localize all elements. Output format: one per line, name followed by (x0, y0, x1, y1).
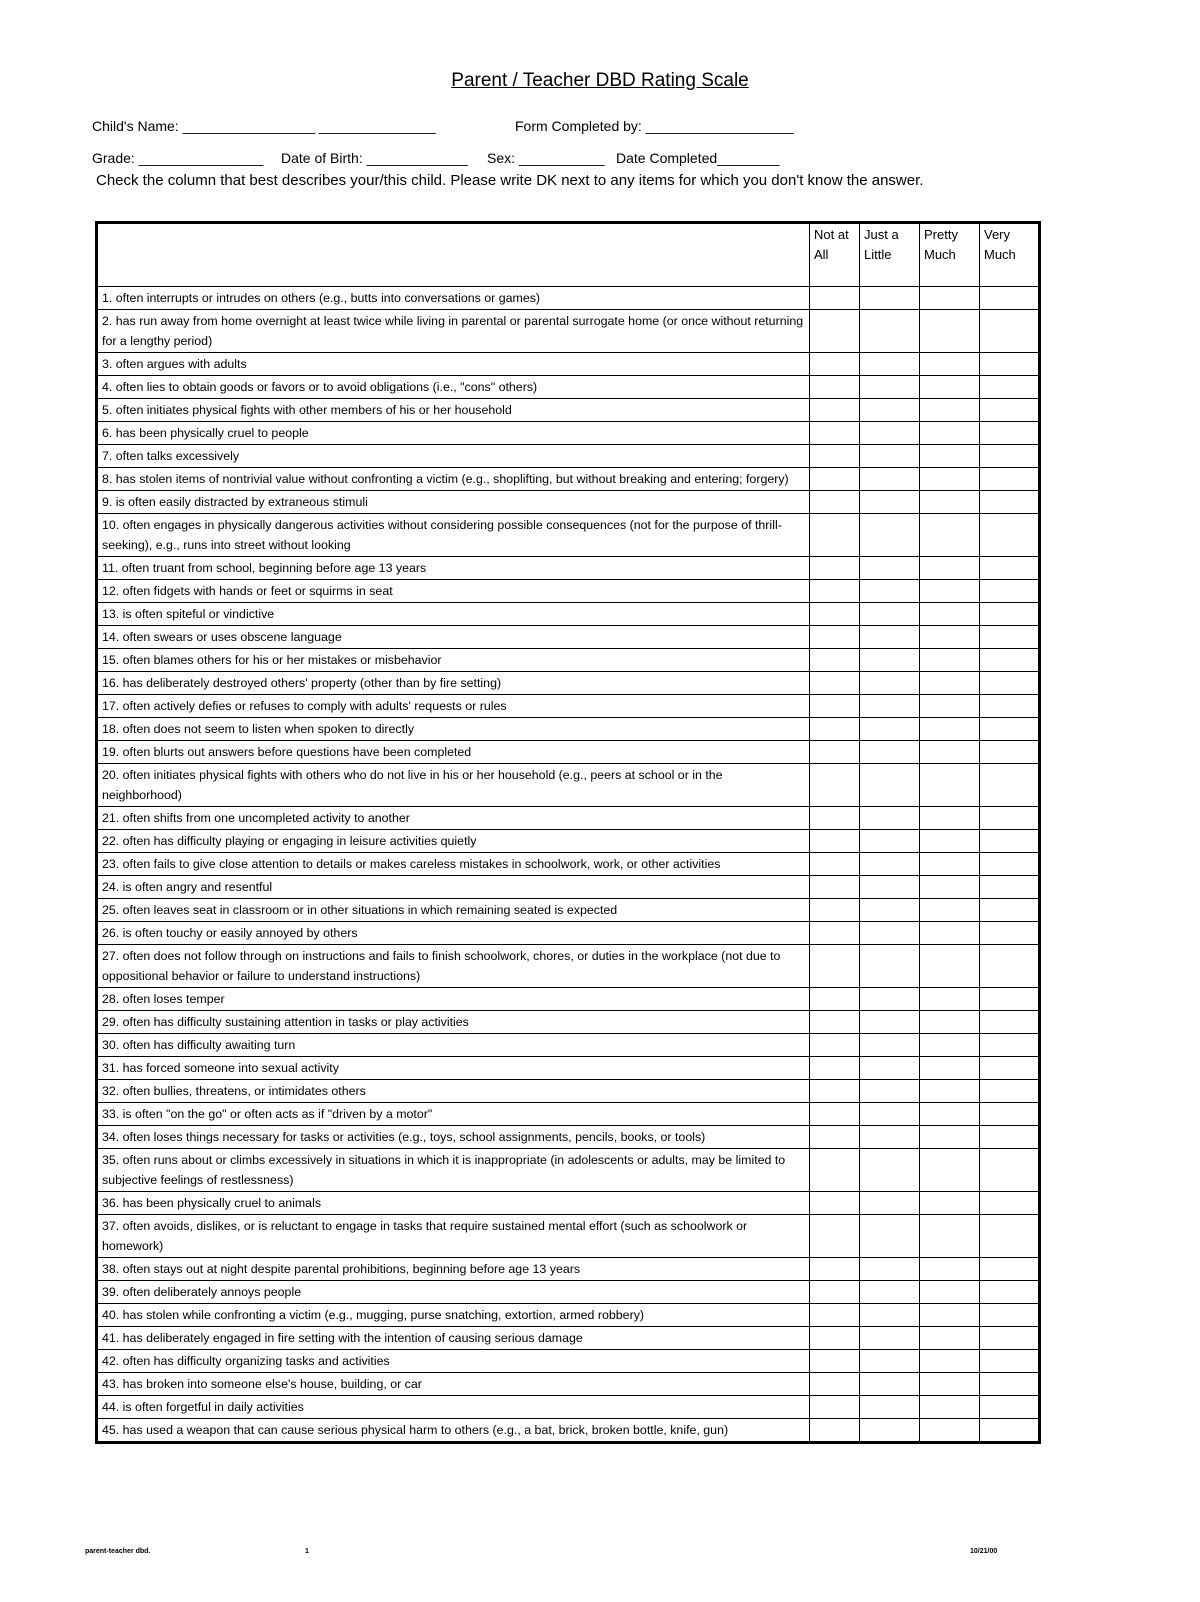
table-row (97, 718, 1040, 741)
rating-checkbox[interactable] (810, 557, 860, 580)
rating-checkbox[interactable] (920, 1396, 980, 1419)
rating-checkbox[interactable] (920, 422, 980, 445)
rating-checkbox[interactable] (920, 1258, 980, 1281)
item-text: 28. often loses temper (97, 988, 810, 1011)
rating-checkbox[interactable] (920, 468, 980, 491)
rating-checkbox[interactable] (980, 1373, 1040, 1396)
item-text: 14. often swears or uses obscene language (97, 626, 810, 649)
item-text: 41. has deliberately engaged in fire setting with the intention of causing serious damage (97, 1327, 810, 1350)
table-row (97, 922, 1040, 945)
rating-checkbox[interactable] (980, 422, 1040, 445)
instructions: Check the column that best describes your/this child. Please write DK next to any items for which you don't know the answer. (96, 172, 924, 189)
rating-checkbox[interactable] (860, 830, 920, 853)
rating-checkbox[interactable] (980, 353, 1040, 376)
rating-checkbox[interactable] (860, 1080, 920, 1103)
item-text: 24. is often angry and resentful (97, 876, 810, 899)
item-text: 45. has used a weapon that can cause serious physical harm to others (e.g., a bat, brick, broken bottle, knife, gun) (97, 1419, 810, 1443)
footer-date: 10/21/00 (970, 1548, 998, 1555)
rating-checkbox[interactable] (860, 899, 920, 922)
rating-checkbox[interactable] (810, 649, 860, 672)
rating-checkbox[interactable] (860, 468, 920, 491)
rating-checkbox[interactable] (920, 988, 980, 1011)
rating-checkbox[interactable] (860, 1126, 920, 1149)
table-row (97, 1419, 1040, 1443)
item-text: 2. has run away from home overnight at least twice while living in parental or parental surrogate home (or once without returning for a lengthy period) (97, 310, 810, 353)
table-row (97, 287, 1040, 310)
rating-checkbox[interactable] (920, 899, 980, 922)
rating-checkbox[interactable] (920, 1215, 980, 1258)
rating-checkbox[interactable] (920, 718, 980, 741)
item-text: 36. has been physically cruel to animals (97, 1192, 810, 1215)
table-header-row (97, 223, 1040, 287)
rating-checkbox[interactable] (920, 580, 980, 603)
table-row (97, 695, 1040, 718)
rating-checkbox[interactable] (980, 468, 1040, 491)
rating-checkbox[interactable] (920, 626, 980, 649)
rating-checkbox[interactable] (980, 1396, 1040, 1419)
item-text: 30. often has difficulty awaiting turn (97, 1034, 810, 1057)
rating-checkbox[interactable] (810, 491, 860, 514)
rating-checkbox[interactable] (920, 1057, 980, 1080)
rating-checkbox[interactable] (860, 1192, 920, 1215)
rating-checkbox[interactable] (980, 830, 1040, 853)
rating-checkbox[interactable] (810, 1034, 860, 1057)
table-row (97, 945, 1040, 988)
table-row (97, 988, 1040, 1011)
rating-checkbox[interactable] (980, 514, 1040, 557)
rating-checkbox[interactable] (980, 988, 1040, 1011)
table-row (97, 557, 1040, 580)
table-row (97, 830, 1040, 853)
item-text: 27. often does not follow through on instructions and fails to finish schoolwork, chores, or duties in the workplace (not due to oppositional behavior or failure to understand instructions) (97, 945, 810, 988)
rating-checkbox[interactable] (920, 557, 980, 580)
table-row (97, 1281, 1040, 1304)
rating-checkbox[interactable] (920, 945, 980, 988)
rating-checkbox[interactable] (980, 1215, 1040, 1258)
column-header: Just a Little (860, 223, 920, 287)
table-row (97, 764, 1040, 807)
rating-checkbox[interactable] (980, 1281, 1040, 1304)
item-text: 21. often shifts from one uncompleted activity to another (97, 807, 810, 830)
rating-checkbox[interactable] (860, 672, 920, 695)
item-text: 1. often interrupts or intrudes on others (e.g., butts into conversations or games) (97, 287, 810, 310)
rating-checkbox[interactable] (860, 1215, 920, 1258)
rating-checkbox[interactable] (810, 1080, 860, 1103)
rating-checkbox[interactable] (920, 1103, 980, 1126)
rating-checkbox[interactable] (980, 445, 1040, 468)
rating-checkbox[interactable] (810, 468, 860, 491)
table-row (97, 1011, 1040, 1034)
childs-name-field[interactable]: Child's Name: _________________ _______________ (92, 118, 436, 134)
item-text: 8. has stolen items of nontrivial value without confronting a victim (e.g., shoplifting, but without breaking and entering; forgery) (97, 468, 810, 491)
rating-checkbox[interactable] (860, 876, 920, 899)
rating-checkbox[interactable] (980, 626, 1040, 649)
item-text: 5. often initiates physical fights with other members of his or her household (97, 399, 810, 422)
rating-checkbox[interactable] (980, 899, 1040, 922)
rating-checkbox[interactable] (810, 445, 860, 468)
rating-checkbox[interactable] (810, 853, 860, 876)
date-of-birth-field[interactable]: Date of Birth: _____________ (281, 150, 468, 166)
rating-checkbox[interactable] (920, 1011, 980, 1034)
item-text: 31. has forced someone into sexual activity (97, 1057, 810, 1080)
rating-checkbox[interactable] (860, 764, 920, 807)
rating-checkbox[interactable] (860, 557, 920, 580)
table-row (97, 310, 1040, 353)
rating-checkbox[interactable] (920, 1080, 980, 1103)
rating-checkbox[interactable] (980, 695, 1040, 718)
rating-checkbox[interactable] (860, 1373, 920, 1396)
item-text: 3. often argues with adults (97, 353, 810, 376)
rating-checkbox[interactable] (860, 422, 920, 445)
rating-checkbox[interactable] (860, 491, 920, 514)
rating-checkbox[interactable] (920, 649, 980, 672)
rating-checkbox[interactable] (810, 1011, 860, 1034)
rating-checkbox[interactable] (920, 830, 980, 853)
item-text: 15. often blames others for his or her mistakes or misbehavior (97, 649, 810, 672)
rating-checkbox[interactable] (810, 695, 860, 718)
rating-checkbox[interactable] (920, 1419, 980, 1443)
rating-checkbox[interactable] (860, 580, 920, 603)
rating-checkbox[interactable] (810, 1149, 860, 1192)
table-row (97, 1350, 1040, 1373)
table-row (97, 491, 1040, 514)
rating-checkbox[interactable] (810, 603, 860, 626)
item-text: 11. often truant from school, beginning before age 13 years (97, 557, 810, 580)
rating-checkbox[interactable] (810, 399, 860, 422)
table-row (97, 1103, 1040, 1126)
rating-checkbox[interactable] (920, 310, 980, 353)
rating-checkbox[interactable] (860, 445, 920, 468)
rating-checkbox[interactable] (920, 922, 980, 945)
rating-checkbox[interactable] (860, 1304, 920, 1327)
rating-checkbox[interactable] (980, 1057, 1040, 1080)
table-row (97, 1215, 1040, 1258)
rating-checkbox[interactable] (810, 580, 860, 603)
item-text: 33. is often "on the go" or often acts as if "driven by a motor" (97, 1103, 810, 1126)
rating-checkbox[interactable] (980, 672, 1040, 695)
date-completed-field[interactable]: Date Completed________ (616, 150, 780, 166)
rating-checkbox[interactable] (920, 376, 980, 399)
table-row (97, 514, 1040, 557)
table-row (97, 649, 1040, 672)
rating-checkbox[interactable] (920, 491, 980, 514)
rating-checkbox[interactable] (810, 1350, 860, 1373)
rating-checkbox[interactable] (860, 922, 920, 945)
rating-checkbox[interactable] (980, 807, 1040, 830)
table-row (97, 1126, 1040, 1149)
rating-checkbox[interactable] (810, 1304, 860, 1327)
sex-field[interactable]: Sex: ___________ (487, 150, 605, 166)
table-row (97, 807, 1040, 830)
item-text: 22. often has difficulty playing or engaging in leisure activities quietly (97, 830, 810, 853)
rating-checkbox[interactable] (810, 287, 860, 310)
rating-checkbox[interactable] (920, 287, 980, 310)
table-row (97, 853, 1040, 876)
rating-checkbox[interactable] (810, 1327, 860, 1350)
rating-checkbox[interactable] (810, 876, 860, 899)
table-row (97, 1057, 1040, 1080)
rating-checkbox[interactable] (810, 830, 860, 853)
table-row (97, 1327, 1040, 1350)
rating-checkbox[interactable] (860, 1396, 920, 1419)
rating-checkbox[interactable] (860, 310, 920, 353)
rating-checkbox[interactable] (980, 1103, 1040, 1126)
rating-checkbox[interactable] (980, 287, 1040, 310)
table-row (97, 876, 1040, 899)
rating-checkbox[interactable] (920, 764, 980, 807)
item-text: 37. often avoids, dislikes, or is reluctant to engage in tasks that require sustained mental effort (such as schoolwork or homework) (97, 1215, 810, 1258)
rating-checkbox[interactable] (860, 741, 920, 764)
item-text: 17. often actively defies or refuses to comply with adults' requests or rules (97, 695, 810, 718)
rating-checkbox[interactable] (980, 603, 1040, 626)
rating-checkbox[interactable] (860, 376, 920, 399)
rating-checkbox[interactable] (980, 741, 1040, 764)
rating-checkbox[interactable] (860, 695, 920, 718)
rating-checkbox[interactable] (810, 1419, 860, 1443)
table-row (97, 399, 1040, 422)
table-row (97, 626, 1040, 649)
table-row (97, 741, 1040, 764)
rating-checkbox[interactable] (860, 988, 920, 1011)
table-row (97, 1080, 1040, 1103)
rating-checkbox[interactable] (810, 422, 860, 445)
item-text: 38. often stays out at night despite parental prohibitions, beginning before age 13 years (97, 1258, 810, 1281)
rating-checkbox[interactable] (860, 287, 920, 310)
table-row (97, 376, 1040, 399)
rating-checkbox[interactable] (920, 1034, 980, 1057)
rating-checkbox[interactable] (810, 741, 860, 764)
rating-checkbox[interactable] (980, 557, 1040, 580)
rating-checkbox[interactable] (810, 1103, 860, 1126)
rating-checkbox[interactable] (920, 1281, 980, 1304)
rating-checkbox[interactable] (810, 718, 860, 741)
table-row (97, 1396, 1040, 1419)
rating-checkbox[interactable] (810, 764, 860, 807)
item-text: 40. has stolen while confronting a victim (e.g., mugging, purse snatching, extortion, armed robbery) (97, 1304, 810, 1327)
table-row (97, 1149, 1040, 1192)
table-row (97, 445, 1040, 468)
rating-checkbox[interactable] (920, 695, 980, 718)
table-row (97, 468, 1040, 491)
rating-checkbox[interactable] (920, 1373, 980, 1396)
item-header-cell (97, 223, 810, 287)
form-completed-by-field[interactable]: Form Completed by: ___________________ (515, 118, 794, 134)
item-text: 20. often initiates physical fights with others who do not live in his or her household (e.g., peers at school or in the neighborhood) (97, 764, 810, 807)
rating-checkbox[interactable] (980, 491, 1040, 514)
rating-checkbox[interactable] (980, 649, 1040, 672)
rating-checkbox[interactable] (920, 1149, 980, 1192)
item-text: 43. has broken into someone else's house, building, or car (97, 1373, 810, 1396)
item-text: 9. is often easily distracted by extraneous stimuli (97, 491, 810, 514)
rating-checkbox[interactable] (980, 853, 1040, 876)
rating-checkbox[interactable] (920, 1327, 980, 1350)
rating-checkbox[interactable] (860, 514, 920, 557)
rating-checkbox[interactable] (920, 741, 980, 764)
column-header: Very Much (980, 223, 1040, 287)
item-text: 42. often has difficulty organizing tasks and activities (97, 1350, 810, 1373)
rating-checkbox[interactable] (980, 1258, 1040, 1281)
rating-checkbox[interactable] (920, 672, 980, 695)
table-row (97, 422, 1040, 445)
rating-checkbox[interactable] (980, 718, 1040, 741)
rating-checkbox[interactable] (980, 376, 1040, 399)
rating-checkbox[interactable] (920, 514, 980, 557)
rating-checkbox[interactable] (920, 1350, 980, 1373)
table-row (97, 1373, 1040, 1396)
rating-checkbox[interactable] (810, 988, 860, 1011)
rating-checkbox[interactable] (980, 876, 1040, 899)
rating-checkbox[interactable] (980, 945, 1040, 988)
item-text: 39. often deliberately annoys people (97, 1281, 810, 1304)
rating-checkbox[interactable] (860, 1103, 920, 1126)
grade-field[interactable]: Grade: ________________ (92, 150, 264, 166)
table-row (97, 672, 1040, 695)
rating-checkbox[interactable] (810, 899, 860, 922)
rating-checkbox[interactable] (810, 1281, 860, 1304)
table-row (97, 1258, 1040, 1281)
rating-checkbox[interactable] (920, 853, 980, 876)
item-text: 18. often does not seem to listen when spoken to directly (97, 718, 810, 741)
rating-checkbox[interactable] (980, 399, 1040, 422)
rating-checkbox[interactable] (980, 1034, 1040, 1057)
table-row (97, 353, 1040, 376)
item-text: 19. often blurts out answers before questions have been completed (97, 741, 810, 764)
rating-checkbox[interactable] (920, 1304, 980, 1327)
rating-checkbox[interactable] (810, 672, 860, 695)
table-row (97, 1192, 1040, 1215)
rating-checkbox[interactable] (980, 1011, 1040, 1034)
rating-checkbox[interactable] (920, 603, 980, 626)
item-text: 16. has deliberately destroyed others' property (other than by fire setting) (97, 672, 810, 695)
rating-checkbox[interactable] (810, 922, 860, 945)
footer-page-number: 1 (305, 1548, 309, 1555)
column-header: Pretty Much (920, 223, 980, 287)
rating-checkbox[interactable] (980, 1126, 1040, 1149)
rating-checkbox[interactable] (860, 626, 920, 649)
item-text: 13. is often spiteful or vindictive (97, 603, 810, 626)
item-text: 12. often fidgets with hands or feet or squirms in seat (97, 580, 810, 603)
rating-checkbox[interactable] (980, 922, 1040, 945)
rating-checkbox[interactable] (860, 807, 920, 830)
rating-checkbox[interactable] (810, 1396, 860, 1419)
table-row (97, 580, 1040, 603)
footer-filename: parent-teacher dbd. (85, 1548, 151, 1555)
rating-checkbox[interactable] (980, 1304, 1040, 1327)
rating-checkbox[interactable] (860, 853, 920, 876)
page-title: Parent / Teacher DBD Rating Scale (451, 70, 749, 91)
item-text: 6. has been physically cruel to people (97, 422, 810, 445)
rating-checkbox[interactable] (860, 1327, 920, 1350)
rating-checkbox[interactable] (920, 1126, 980, 1149)
rating-checkbox[interactable] (860, 649, 920, 672)
item-text: 29. often has difficulty sustaining attention in tasks or play activities (97, 1011, 810, 1034)
rating-checkbox[interactable] (810, 1192, 860, 1215)
rating-checkbox[interactable] (860, 399, 920, 422)
rating-checkbox[interactable] (810, 626, 860, 649)
rating-checkbox[interactable] (860, 945, 920, 988)
rating-checkbox[interactable] (980, 1149, 1040, 1192)
rating-checkbox[interactable] (860, 1281, 920, 1304)
rating-checkbox[interactable] (810, 514, 860, 557)
rating-checkbox[interactable] (860, 718, 920, 741)
rating-checkbox[interactable] (980, 1327, 1040, 1350)
rating-checkbox[interactable] (810, 1215, 860, 1258)
table-row (97, 603, 1040, 626)
item-text: 34. often loses things necessary for tasks or activities (e.g., toys, school assignments, pencils, books, or tools) (97, 1126, 810, 1149)
rating-checkbox[interactable] (860, 1149, 920, 1192)
rating-checkbox[interactable] (860, 1034, 920, 1057)
rating-checkbox[interactable] (860, 1258, 920, 1281)
item-text: 23. often fails to give close attention to details or makes careless mistakes in schoolwork, work, or other activities (97, 853, 810, 876)
item-text: 10. often engages in physically dangerous activities without considering possible consequences (not for the purpose of thrill-seeking), e.g., runs into street without looking (97, 514, 810, 557)
rating-checkbox[interactable] (860, 1057, 920, 1080)
rating-checkbox[interactable] (860, 353, 920, 376)
item-text: 44. is often forgetful in daily activities (97, 1396, 810, 1419)
rating-checkbox[interactable] (920, 353, 980, 376)
rating-checkbox[interactable] (980, 1419, 1040, 1443)
rating-checkbox[interactable] (860, 1350, 920, 1373)
rating-checkbox[interactable] (810, 310, 860, 353)
rating-checkbox[interactable] (810, 1258, 860, 1281)
item-text: 7. often talks excessively (97, 445, 810, 468)
item-text: 35. often runs about or climbs excessively in situations in which it is inappropriate (in adolescents or adults, may be limited to subjective feelings of restlessness) (97, 1149, 810, 1192)
rating-checkbox[interactable] (810, 1373, 860, 1396)
rating-checkbox[interactable] (810, 376, 860, 399)
rating-checkbox[interactable] (860, 1011, 920, 1034)
table-row (97, 899, 1040, 922)
rating-checkbox[interactable] (980, 1080, 1040, 1103)
rating-checkbox[interactable] (810, 945, 860, 988)
rating-checkbox[interactable] (810, 1126, 860, 1149)
column-header: Not at All (810, 223, 860, 287)
rating-checkbox[interactable] (980, 764, 1040, 807)
table-row (97, 1304, 1040, 1327)
item-text: 25. often leaves seat in classroom or in other situations in which remaining seated is expected (97, 899, 810, 922)
rating-checkbox[interactable] (810, 1057, 860, 1080)
rating-checkbox[interactable] (860, 603, 920, 626)
rating-checkbox[interactable] (860, 1419, 920, 1443)
rating-table (95, 221, 1041, 1444)
rating-checkbox[interactable] (920, 1192, 980, 1215)
rating-checkbox[interactable] (810, 353, 860, 376)
rating-checkbox[interactable] (980, 1192, 1040, 1215)
rating-checkbox[interactable] (980, 1350, 1040, 1373)
rating-checkbox[interactable] (980, 310, 1040, 353)
rating-checkbox[interactable] (920, 445, 980, 468)
item-text: 4. often lies to obtain goods or favors or to avoid obligations (i.e., "cons" others) (97, 376, 810, 399)
table-row (97, 1034, 1040, 1057)
rating-checkbox[interactable] (810, 807, 860, 830)
rating-checkbox[interactable] (920, 807, 980, 830)
rating-checkbox[interactable] (920, 399, 980, 422)
item-text: 32. often bullies, threatens, or intimidates others (97, 1080, 810, 1103)
item-text: 26. is often touchy or easily annoyed by others (97, 922, 810, 945)
rating-checkbox[interactable] (980, 580, 1040, 603)
rating-checkbox[interactable] (920, 876, 980, 899)
